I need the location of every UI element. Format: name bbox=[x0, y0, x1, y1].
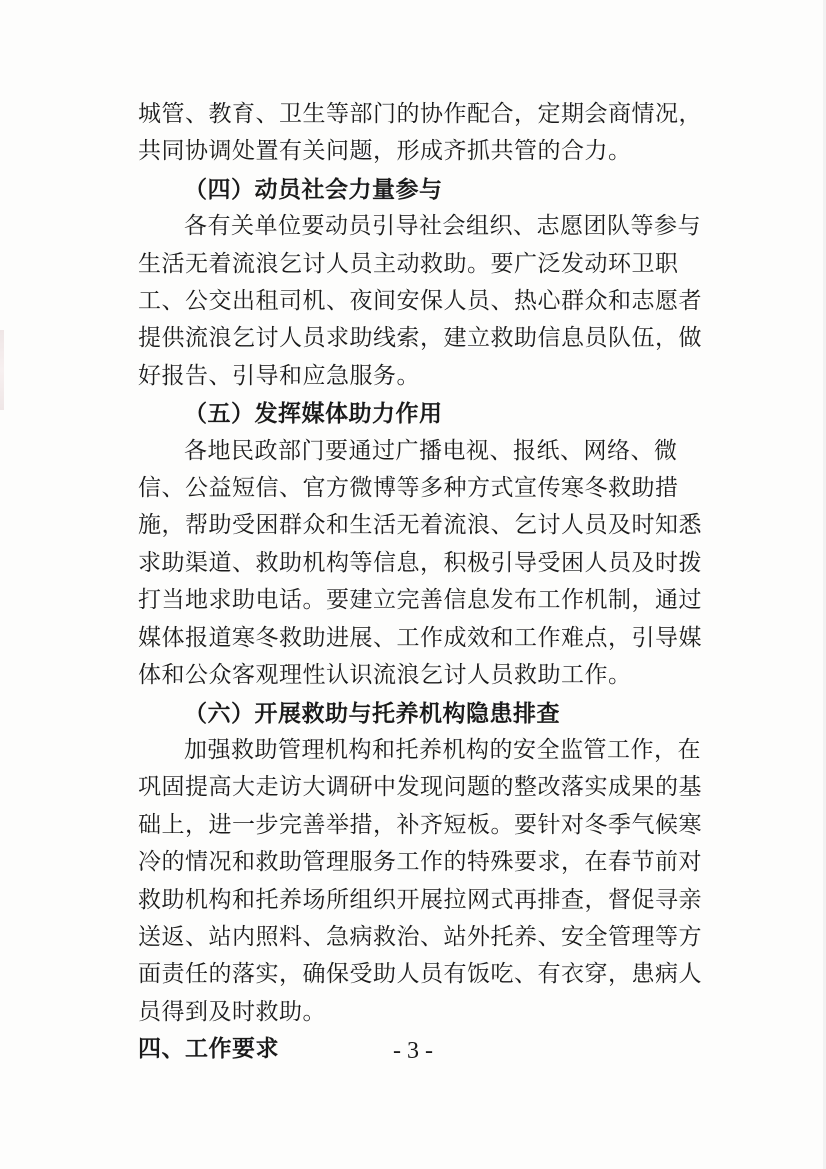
subheading-hazard-inspection: （六）开展救助与托养机构隐患排查 bbox=[184, 699, 560, 727]
paragraph-mobilize-society: 各有关单位要动员引导社会组织、志愿团队等参与生活无着流浪乞讨人员主动救助。要广泛发动环卫职工、公交出租司机、夜间安保人员、热心群众和志愿者提供流浪乞讨人员求助线索，建立救助信息员队伍，做好报告、引导和应急服务。 bbox=[138, 213, 702, 389]
paragraph-continued: 城管、教育、卫生等部门的协作配合，定期会商情况，共同协调处置有关问题，形成齐抓共管的合力。 bbox=[138, 101, 702, 165]
scan-edge-left bbox=[0, 330, 4, 410]
paragraph-media-role: 各地民政部门要通过广播电视、报纸、网络、微信、公益短信、官方微博等多种方式宣传寒冬救助措施，帮助受困群众和生活无着流浪、乞讨人员及时知悉求助渠道、救助机构等信息，积极引导受困人员及时拨打当地求助电话。要建立完善信息发布工作机制，通过媒体报道寒冬救助进展、工作成效和工作难点，引导媒体和公众客观理性认识流浪乞讨人员救助工作。 bbox=[138, 437, 702, 689]
page-number: - 3 - bbox=[393, 1038, 433, 1064]
document-body bbox=[138, 96, 723, 1069]
section-heading-work-requirements: 四、工作要求 bbox=[138, 1036, 279, 1063]
subheading-mobilize-society: （四）动员社会力量参与 bbox=[184, 175, 443, 203]
paragraph-hazard-inspection: 加强救助管理机构和托养机构的安全监管工作，在巩固提高大走访大调研中发现问题的整改落实成果的基础上，进一步完善举措，补齐短板。要针对冬季气候寒冷的情况和救助管理服务工作的特殊要求，在春节前对救助机构和托养场所组织开展拉网式再排查，督促寻亲送返、站内照料、急病救治、站外托养、安全管理等方面责任的落实，确保受助人员有饭吃、有衣穿，患病人员得到及时救助。 bbox=[138, 736, 702, 1025]
subheading-media-role: （五）发挥媒体助力作用 bbox=[184, 400, 443, 428]
